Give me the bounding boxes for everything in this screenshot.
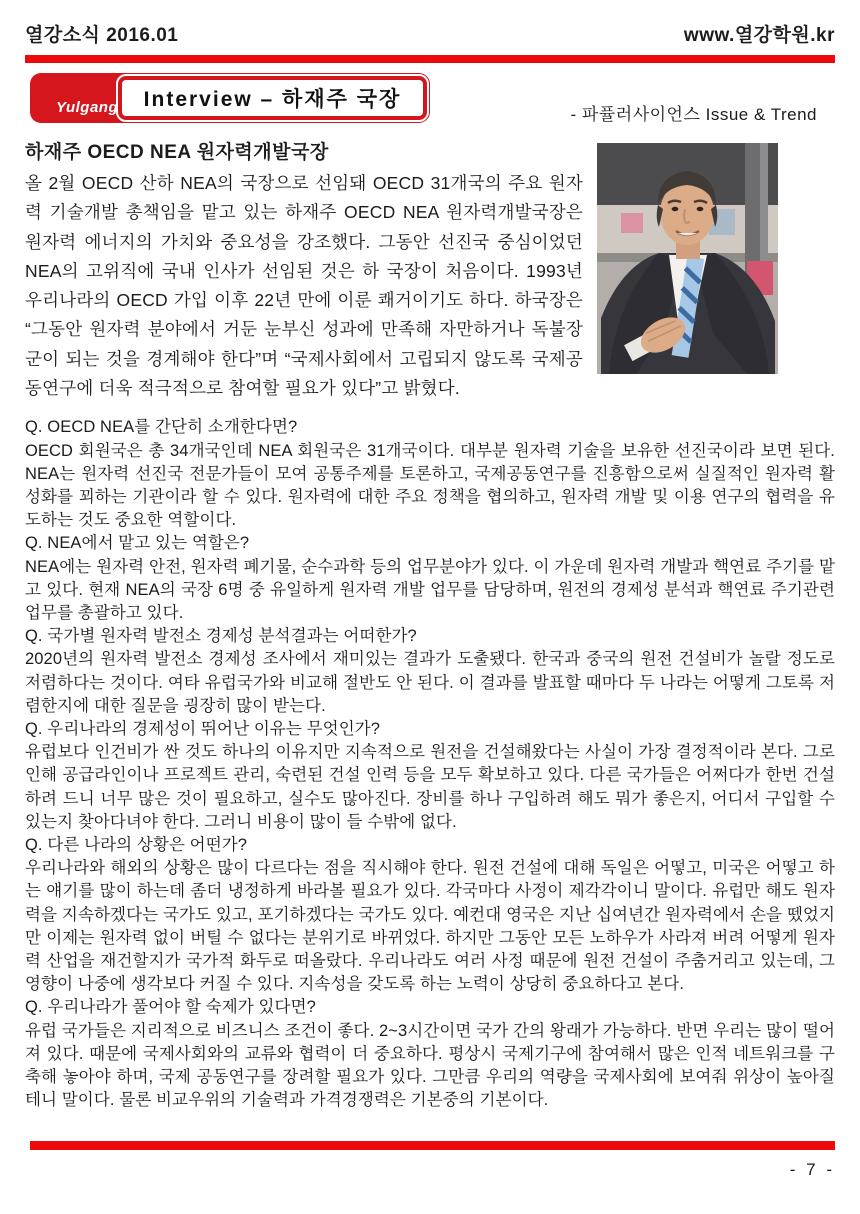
question: Q. 우리나라가 풀어야 할 숙제가 있다면?: [25, 998, 316, 1017]
question: Q. OECD NEA를 간단히 소개한다면?: [25, 418, 298, 437]
intro-paragraph: 올 2월 OECD 산하 NEA의 국장으로 선임돼 OECD 31개국의 주요 원자력 기술개발 총책임을 맡고 있는 하재주 OECD NEA 원자력개발국장은 원자력 에너지의 가치와 중요성을 강조했다. 그동안 선진국 중심이었던 NEA의 고위직에 국내 인사가 선임된 것은 하 국장이 처음이다. 1993년 우리나라의 OECD 가입 이후 22년 만에 이룬 쾌거이기도 하다. 하국장은 “그동안 원자력 분야에서 거둔 눈부신 성과에 만족해 자만하거나 독불장군이 되는 것을 경계해야 한다”며 “국제사회에서 고립되지 않도록 국제공동연구에 더욱 적극적으로 참여할 필요가 있다”고 밝혔다.: [25, 173, 583, 399]
page-header: [25, 20, 835, 47]
yulgang-logo: Yulgang: [56, 99, 119, 116]
question: Q. 국가별 원자력 발전소 경제성 분석결과는 어떠한가?: [25, 627, 417, 646]
interview-title: Interview – 하재주 국장: [118, 76, 427, 120]
answer: 유럽보다 인건비가 싼 것도 하나의 이유지만 지속적으로 원전을 건설해왔다는 사실이 가장 결정적이라 본다. 그로 인해 공급라인이나 프로젝트 관리, 숙련된 건설 인력 등을 모두 확보하고 있다. 다른 국가들은 어쩌다가 한번 건설하려 드니 너무 많은 것이 필요하고, 실수도 많아진다. 장비를 하나 구입하려 해도 뭐가 좋은지, 어디서 구입할 수 있는지 찾아다녀야 한다. 그러니 비용이 많이 들 수밖에 없다.: [25, 743, 835, 831]
footer-rule: [30, 1141, 835, 1150]
answer: 2020년의 원자력 발전소 경제성 조사에서 재미있는 결과가 도출됐다. 한국과 중국의 원전 건설비가 놀랄 정도로 저렴하다는 것이다. 여타 유럽국가와 비교해 절반도 안 된다. 이 결과를 발표할 때마다 두 나라는 어떻게 그토록 저렴한지에 대한 질문을 굉장히 많이 받는다.: [25, 650, 835, 715]
header-rule: [25, 55, 835, 63]
answer: 유럽 국가들은 지리적으로 비즈니스 조건이 좋다. 2~3시간이면 국가 간의 왕래가 가능하다. 반면 우리는 많이 떨어져 있다. 때문에 국제사회와의 교류와 협력이 더 중요하다. 평상시 국제기구에 참여해서 많은 인적 네트워크를 구축해 놓아야 하며, 국제 공동연구를 장려할 필요가 있다. 그만큼 우리의 역량을 국제사회에 보여줘 위상이 높아질테니 말이다. 물론 비교우위의 기술력과 가격경쟁력은 기본중의 기본이다.: [25, 1021, 835, 1110]
portrait-photo-illustration: [597, 143, 778, 374]
newsletter-title: 열강소식 2016.01: [25, 25, 179, 46]
question: Q. NEA에서 맡고 있는 역할은?: [25, 534, 250, 553]
portrait-photo: [597, 143, 778, 374]
source-note: - 파퓰러사이언스 Issue & Trend: [570, 105, 817, 124]
article-body: [25, 139, 835, 1135]
article-heading: 하재주 OECD NEA 원자력개발국장: [25, 142, 329, 163]
qa-section: [25, 416, 835, 1112]
question: Q. 다른 나라의 상황은 어떤가?: [25, 836, 248, 855]
page-number: - 7 -: [789, 1160, 835, 1179]
answer: OECD 회원국은 총 34개국인데 NEA 회원국은 31개국이다. 대부분 원자력 기술을 보유한 선진국이라 보면 된다. NEA는 원자력 선진국 전문가들이 모여 공통주제를 토론하고, 국제공동연구를 진흥함으로써 실질적인 원자력 활성화를 꾀하는 기관이라 할 수 있다. 원자력에 대한 주요 정책을 협의하고, 원자력 개발 및 이용 연구의 협력을 유도하는 것도 중요한 역할이다.: [25, 441, 835, 530]
website-url: www.열강학원.kr: [683, 25, 835, 46]
question: Q. 우리나라의 경제성이 뛰어난 이유는 무엇인가?: [25, 720, 381, 739]
answer: NEA에는 원자력 안전, 원자력 폐기물, 순수과학 등의 업무분야가 있다. 이 가운데 원자력 개발과 핵연료 주기를 맡고 있다. 현재 NEA의 국장 6명 중 유일하게 원자력 개발 업무를 담당하며, 원전의 경제성 분석과 핵연료 주기관련 업무를 총괄하고 있다.: [25, 557, 835, 622]
answer: 우리나라와 해외의 상황은 많이 다르다는 점을 직시해야 한다. 원전 건설에 대해 독일은 어떻고, 미국은 어떻고 하는 얘기를 많이 하는데 좀더 냉정하게 바라볼 필요가 있다. 각국마다 사정이 제각각이니 말이다. 유럽만 해도 원자력을 지속하겠다는 국가도 있고, 포기하겠다는 국가도 있다. 예컨대 영국은 지난 십여년간 원자력에서 손을 뗐었지만 이제는 원자력 없이 버틸 수 없다는 분위기로 바뀌었다. 하지만 그동안 모든 노하우가 사라져 버려 어떻게 원자력 산업을 재건할지가 국가적 화두로 떠올랐다. 우리나라도 여러 사정 때문에 원전 건설이 주춤거리고 있는데, 그 영향이 나중에 생각보다 커질 수 있다. 지속성을 갖도록 하는 노력이 상당히 중요하다고 본다.: [25, 859, 835, 994]
interview-badge: [30, 73, 430, 123]
